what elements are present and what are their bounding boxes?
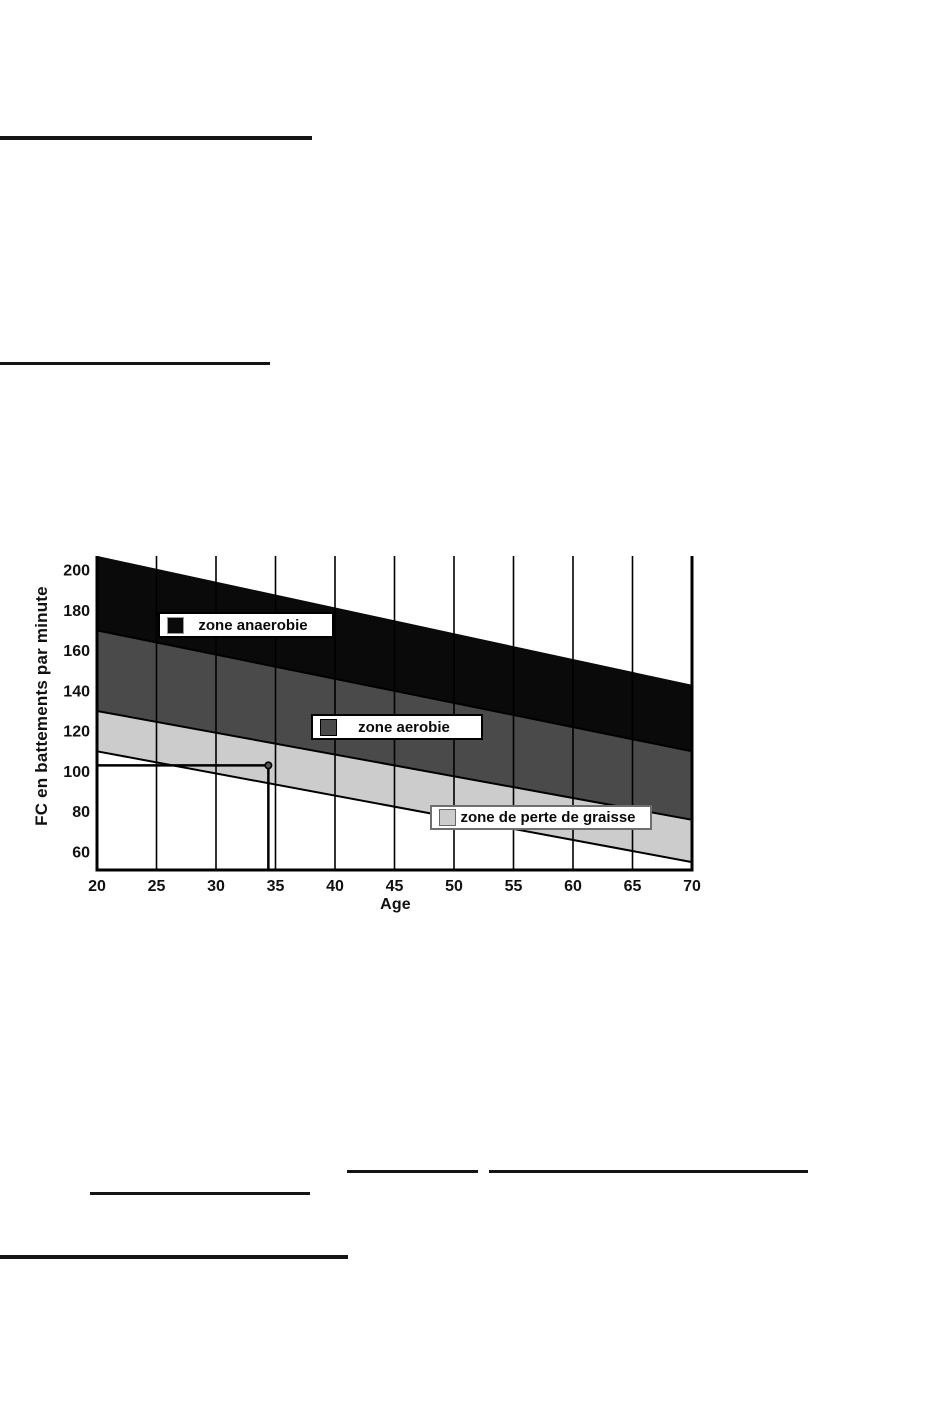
fat-loss-zone-swatch: [439, 809, 456, 826]
underline-rule: [0, 1255, 348, 1259]
x-tick-label: 25: [147, 878, 166, 895]
y-tick-label: 160: [63, 643, 90, 661]
y-tick-label: 60: [72, 844, 90, 862]
y-tick-label: 80: [72, 804, 90, 822]
anaerobic-zone-swatch: [167, 617, 184, 634]
legend-label: zone de perte de graisse: [460, 809, 636, 826]
x-tick-label: 55: [504, 878, 523, 895]
underline-rule: [347, 1170, 478, 1173]
legend-anaerobic-zone: [158, 612, 334, 638]
legend-label: zone anaerobie: [198, 616, 308, 634]
legend-aerobic-zone: [311, 714, 483, 740]
legend-label: zone aerobie: [358, 718, 450, 736]
y-axis-label: FC en battements par minute: [32, 586, 51, 826]
x-tick-label: 35: [266, 878, 285, 895]
y-tick-label: 100: [63, 763, 90, 781]
underline-rule: [90, 1192, 310, 1195]
x-tick-label: 20: [88, 878, 106, 895]
x-tick-label: 60: [564, 878, 582, 895]
x-tick-label: 45: [385, 878, 404, 895]
x-tick-label: 50: [445, 878, 463, 895]
y-tick-label: 140: [63, 683, 90, 701]
x-tick-label: 30: [207, 878, 225, 895]
x-tick-label: 40: [326, 878, 344, 895]
marker-point: [265, 762, 271, 768]
x-axis-label: Age: [380, 896, 411, 913]
y-tick-label: 120: [63, 723, 90, 741]
underline-rule: [489, 1170, 808, 1173]
x-tick-label: 65: [623, 878, 642, 895]
y-tick-label: 180: [63, 602, 90, 620]
aerobic-zone-swatch: [320, 719, 337, 736]
legend-fat-loss-zone: [430, 805, 652, 830]
y-tick-label: 200: [63, 562, 90, 580]
x-tick-label: 70: [683, 878, 701, 895]
